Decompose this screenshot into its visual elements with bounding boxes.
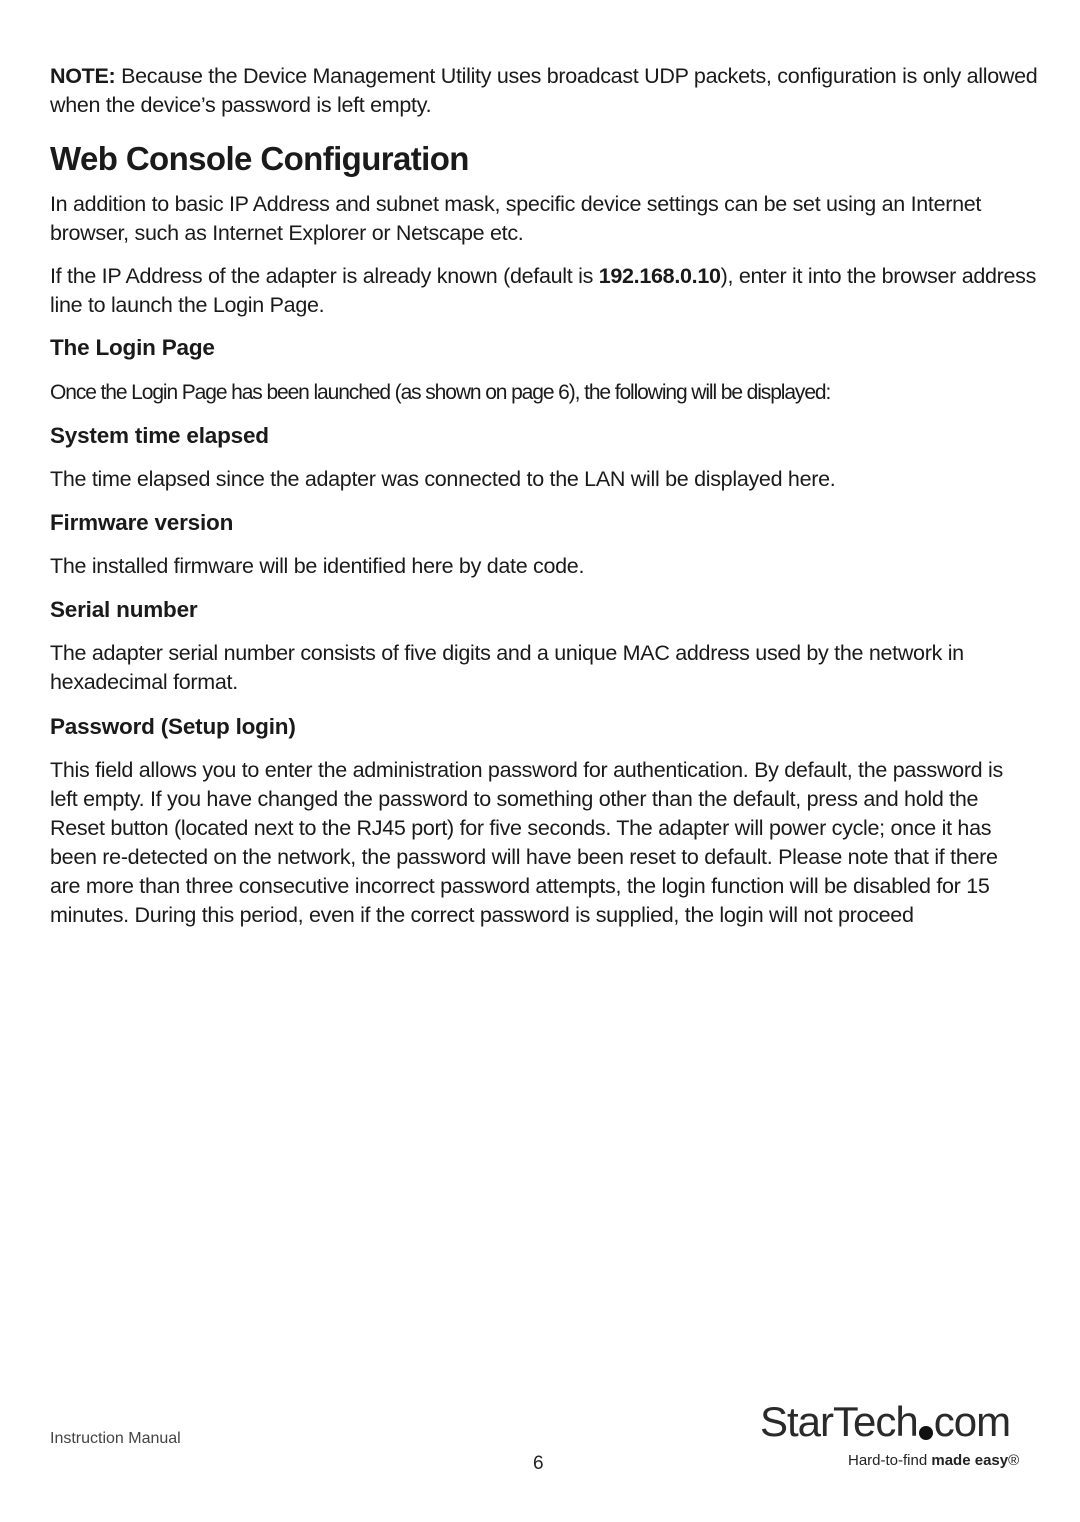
- password-text: This field allows you to enter the administration password for authentication. By default, the password is left empty. If you have changed the password to something other than the default, press and hold the Reset button (located next to the RJ45 port) for five seconds. The adapter will power cycle; once it has been re-detected on the network, the password will have been reset to default. Please note that if there are more than three consecutive incorrect password attempts, the login function will be disabled for 15 minutes. During this period, even if the correct password is supplied, the login will not proceed: [50, 758, 1003, 927]
- heading-login-page: The Login Page: [50, 335, 215, 360]
- note-label: NOTE:: [50, 64, 116, 88]
- page-number: 6: [533, 1453, 544, 1474]
- intro-paragraph-2: If the IP Address of the adapter is already known (default is 192.168.0.10), enter it into the browser address line to launch the Login Page.: [50, 264, 1037, 317]
- heading-firmware: Firmware version: [50, 510, 234, 535]
- firmware-text: The installed firmware will be identified here by date code.: [50, 554, 585, 578]
- default-ip: 192.168.0.10: [598, 264, 721, 288]
- page-title: Web Console Configuration: [50, 140, 469, 177]
- heading-system-time: System time elapsed: [50, 423, 269, 448]
- note-text: Because the Device Management Utility uses broadcast UDP packets, configuration is only allowed when the device’s password is left empty.: [50, 64, 1038, 117]
- startech-logo: StarTech com Hard-to-find made easy®: [760, 1398, 1020, 1469]
- intro-paragraph-1: In addition to basic IP Address and subnet mask, specific device settings can be set using an Internet browser, such as Internet Explorer or Netscape etc.: [50, 192, 982, 245]
- serial-text: The adapter serial number consists of five digits and a unique MAC address used by the network in hexadecimal format.: [50, 641, 964, 694]
- footer-manual-label: Instruction Manual: [50, 1430, 181, 1447]
- heading-serial: Serial number: [50, 597, 198, 622]
- heading-password: Password (Setup login): [50, 714, 296, 739]
- note-paragraph: [50, 62, 1040, 120]
- login-page-text: Once the Login Page has been launched (as shown on page 6), the following will be displayed:: [50, 381, 831, 404]
- system-time-text: The time elapsed since the adapter was connected to the LAN will be displayed here.: [50, 467, 836, 491]
